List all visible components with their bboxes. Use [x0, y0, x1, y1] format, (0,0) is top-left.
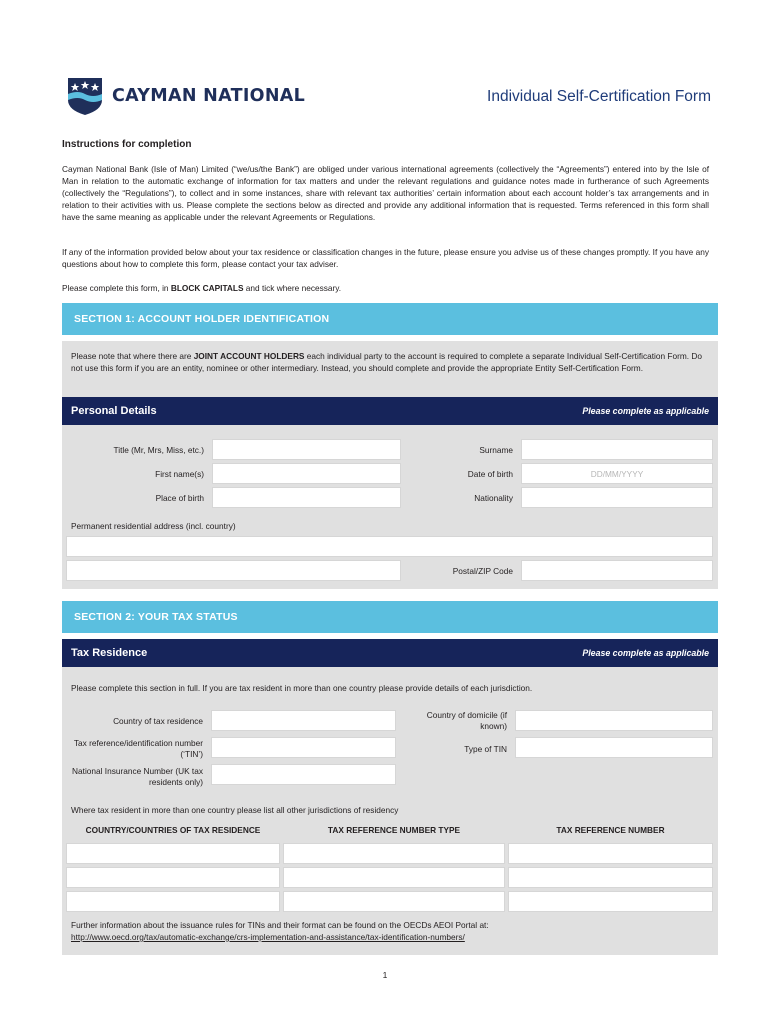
other-tin-type-input-1[interactable]: [283, 843, 505, 864]
country-of-tax-residence-label: Country of tax residence: [113, 716, 203, 726]
other-tin-input-3[interactable]: [508, 891, 713, 912]
column-header-tin-type: TAX REFERENCE NUMBER TYPE: [327, 825, 461, 835]
tin-label: Tax reference/identification number (‘TIN’): [73, 738, 203, 759]
address-input-line-1[interactable]: [66, 536, 713, 557]
joint-holders-note: [71, 350, 711, 374]
further-info-text: Further information about the issuance rules for TINs and their format can be found on the OECDs AEOI Portal at:: [71, 920, 489, 930]
surname-input[interactable]: [521, 439, 713, 460]
tax-residence-title: Tax Residence: [71, 647, 148, 659]
first-names-label: First name(s): [155, 469, 204, 479]
column-header-country: COUNTRY/COUNTRIES OF TAX RESIDENCE: [85, 825, 261, 835]
first-names-input[interactable]: [212, 463, 401, 484]
form-title: Individual Self-Certification Form: [487, 88, 711, 105]
dob-input[interactable]: DD/MM/YYYY: [521, 463, 713, 484]
tax-residence-intro: Please complete this section in full. If you are tax resident in more than one country please provide details of each jurisdiction.: [71, 683, 533, 693]
dob-label: Date of birth: [467, 469, 513, 479]
instructions-heading: Instructions for completion: [62, 139, 192, 150]
note-text: Please note that where there are: [71, 351, 194, 361]
place-of-birth-label: Place of birth: [155, 493, 204, 503]
p3-text: Please complete this form, in: [62, 283, 171, 293]
p3-text-end: and tick where necessary.: [243, 283, 342, 293]
tin-input[interactable]: [211, 737, 396, 758]
bank-name: CAYMAN NATIONAL: [112, 86, 306, 106]
postal-code-input[interactable]: [521, 560, 713, 581]
note-bold: JOINT ACCOUNT HOLDERS: [193, 351, 305, 361]
personal-details-subtitle: Please complete as applicable: [582, 406, 709, 416]
other-tin-type-input-2[interactable]: [283, 867, 505, 888]
tax-residence-subtitle: Please complete as applicable: [582, 648, 709, 658]
instructions-paragraph-1: Cayman National Bank (Isle of Man) Limited (“we/us/the Bank”) are obliged under various international agreements (collectively the “Agreements”) entered into by the Isle of Man in relation to the automatic exchange of information for tax matters and under the relevant regulations and guidance notes made in furtherance of such Agreements (collectively the “Regulations”), to collect and in some instances, share with relevant tax authorities’ certain information about each account holder’s tax arrangements and in relation to their activities with us. Please complete the sections below as directed and provide any additional information that is requested. Terms referenced in this form shall have the same meaning as applicable under the relevant Agreements or Regulations.: [62, 164, 709, 222]
flag-stars-icon: [66, 76, 104, 116]
bank-logo: [66, 76, 305, 116]
personal-details-header: [62, 397, 718, 425]
tin-type-label: Type of TIN: [464, 744, 507, 754]
page-number: 1: [382, 970, 388, 980]
nationality-label: Nationality: [474, 493, 513, 503]
surname-label: Surname: [479, 445, 513, 455]
section-2-banner: SECTION 2: YOUR TAX STATUS: [62, 601, 718, 633]
other-country-input-2[interactable]: [66, 867, 280, 888]
p3-bold: BLOCK CAPITALS: [170, 283, 244, 293]
address-label: Permanent residential address (incl. country): [71, 521, 236, 531]
instructions-paragraph-2: If any of the information provided below about your tax residence or classification changes in the future, please ensure you advise us of these changes promptly. If you have any questions about how to complete this form, please contact your tax adviser.: [62, 247, 709, 269]
other-tin-input-1[interactable]: [508, 843, 713, 864]
column-header-tin: TAX REFERENCE NUMBER: [556, 825, 665, 835]
address-input-line-2[interactable]: [66, 560, 401, 581]
national-insurance-input[interactable]: [211, 764, 396, 785]
personal-details-title: Personal Details: [71, 405, 157, 417]
tax-residence-header: [62, 639, 718, 667]
title-label: Title (Mr, Mrs, Miss, etc.): [113, 445, 204, 455]
title-input[interactable]: [212, 439, 401, 460]
note-text-end: each individual party to the account is required to complete a separate Individual Self-Certification Form. Do not use this form if you are an entity, nominee or other intermediary. Instead, you should complete and provide the appropriate Entity Self-Certification Form.: [71, 351, 703, 373]
country-of-tax-residence-input[interactable]: [211, 710, 396, 731]
other-tin-type-input-3[interactable]: [283, 891, 505, 912]
country-of-domicile-label: Country of domicile (if known): [426, 710, 507, 731]
nationality-input[interactable]: [521, 487, 713, 508]
other-tin-input-2[interactable]: [508, 867, 713, 888]
postal-code-label: Postal/ZIP Code: [452, 566, 513, 576]
oecd-portal-link[interactable]: http://www.oecd.org/tax/automatic-exchange/crs-implementation-and-assistance/tax-identification-numbers/: [71, 932, 465, 942]
tin-type-input[interactable]: [515, 737, 713, 758]
other-country-input-1[interactable]: [66, 843, 280, 864]
place-of-birth-input[interactable]: [212, 487, 401, 508]
national-insurance-label: National Insurance Number (UK tax residents only): [72, 766, 203, 787]
instructions-paragraph-3: [62, 282, 709, 294]
other-jurisdictions-intro: Where tax resident in more than one country please list all other jurisdictions of residency: [71, 805, 399, 815]
country-of-domicile-input[interactable]: [515, 710, 713, 731]
other-country-input-3[interactable]: [66, 891, 280, 912]
section-1-banner: SECTION 1: ACCOUNT HOLDER IDENTIFICATION: [62, 303, 718, 335]
